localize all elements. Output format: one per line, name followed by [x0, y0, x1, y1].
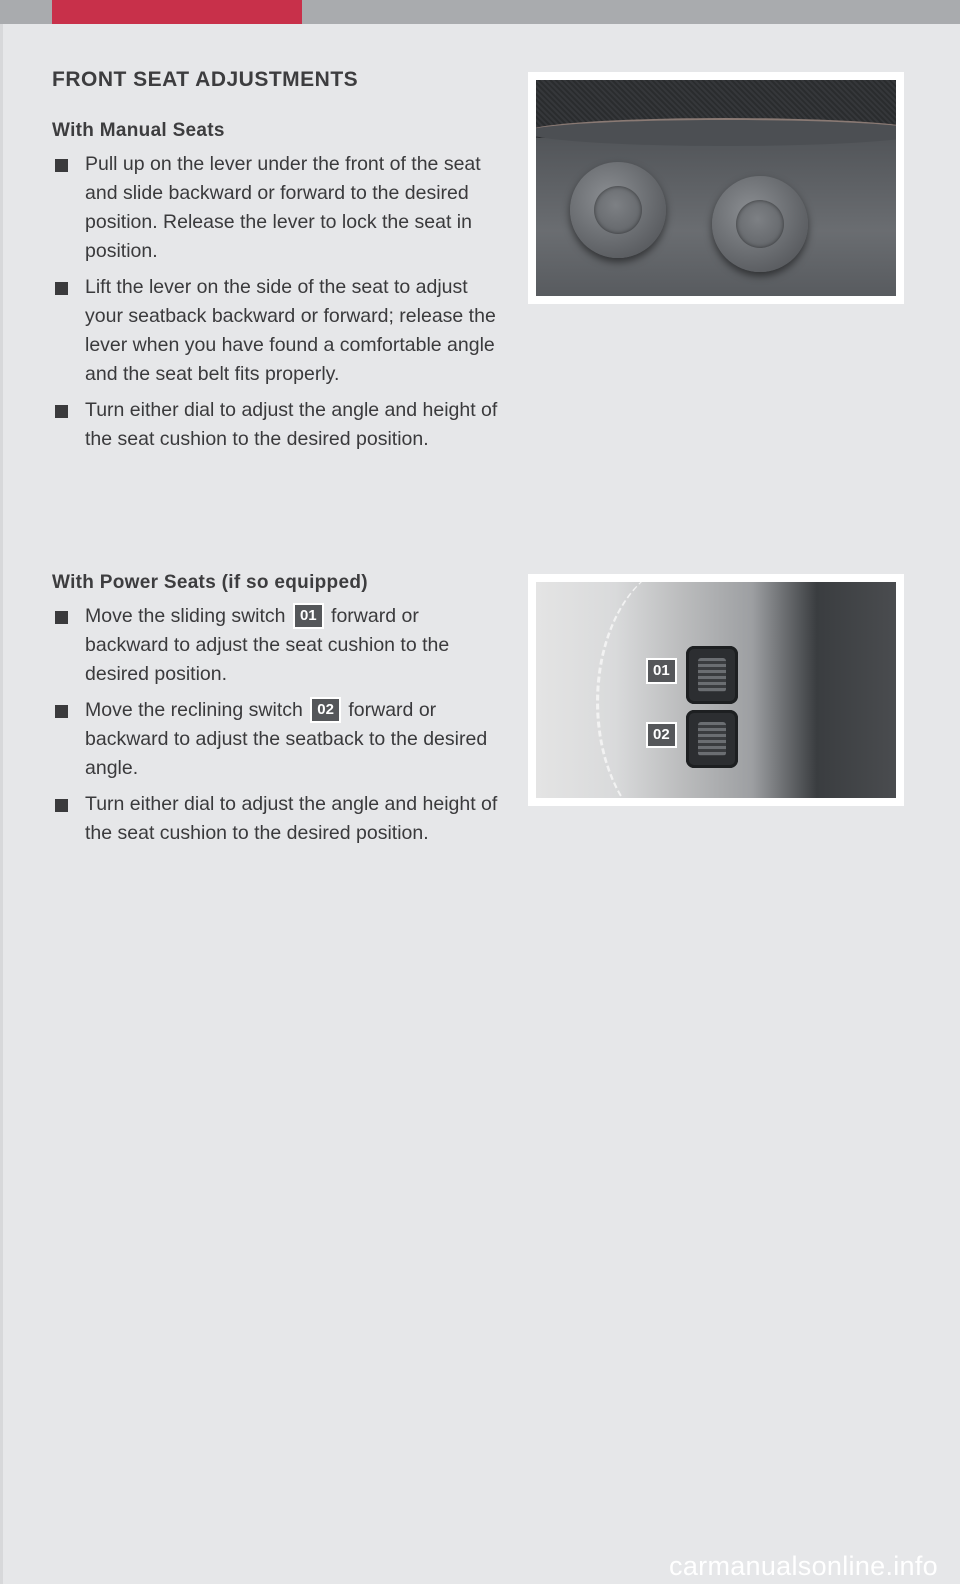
photo-tag-01: 01: [646, 658, 677, 684]
watermark: carmanualsonline.info: [669, 1551, 938, 1581]
power-seats-list: [52, 602, 507, 848]
list-item: [52, 602, 507, 689]
list-item-text: Pull up on the lever under the front of the seat and slide backward or forward to the desired position. Release the lever to lock the seat in position.: [85, 153, 481, 262]
manual-seat-dials-photo: [528, 72, 904, 304]
power-seats-section: [52, 572, 507, 855]
power-seats-heading: With Power Seats (if so equipped): [52, 572, 368, 593]
manual-seats-list: [52, 150, 507, 454]
list-item: [52, 273, 507, 389]
list-item-text: forward or backward to adjust the seat cushion to the desired position.: [85, 605, 450, 685]
photo-tag-02: 02: [646, 722, 677, 748]
photo-content: [536, 80, 896, 296]
dial-knob-icon: [570, 162, 666, 258]
dial-knob-icon: [712, 176, 808, 272]
list-item-text: Lift the lever on the side of the seat to adjust your seatback backward or forward; release the lever when you have found a comfortable angle and the seat belt fits properly.: [85, 276, 496, 385]
callout-tag-01: 01: [293, 603, 324, 629]
page-edge: [0, 24, 3, 1584]
square-bullet-icon: [55, 405, 68, 418]
list-item: [52, 396, 507, 454]
list-item-text: Move the reclining switch: [85, 699, 303, 721]
page-title: FRONT SEAT ADJUSTMENTS: [52, 68, 359, 91]
square-bullet-icon: [55, 611, 68, 624]
sliding-switch-icon: [686, 646, 738, 704]
square-bullet-icon: [55, 282, 68, 295]
square-bullet-icon: [55, 799, 68, 812]
list-item-text: forward or backward to adjust the seatback to the desired angle.: [85, 699, 488, 779]
square-bullet-icon: [55, 159, 68, 172]
callout-tag-02: 02: [310, 697, 341, 723]
reclining-switch-icon: [686, 710, 738, 768]
list-item-text: Turn either dial to adjust the angle and height of the seat cushion to the desired position.: [85, 793, 498, 844]
list-item: [52, 150, 507, 266]
square-bullet-icon: [55, 705, 68, 718]
top-bar: [0, 0, 960, 24]
list-item: [52, 790, 507, 848]
manual-seats-section: [52, 120, 507, 461]
list-item-text: Move the sliding switch: [85, 605, 286, 627]
manual-seats-heading: With Manual Seats: [52, 120, 225, 141]
top-bar-accent: [52, 0, 302, 24]
list-item: [52, 696, 507, 783]
seat-trim: [536, 118, 896, 146]
photo-content: [536, 582, 896, 798]
list-item-text: Turn either dial to adjust the angle and height of the seat cushion to the desired position.: [85, 399, 498, 450]
power-seat-switches-photo: [528, 574, 904, 806]
